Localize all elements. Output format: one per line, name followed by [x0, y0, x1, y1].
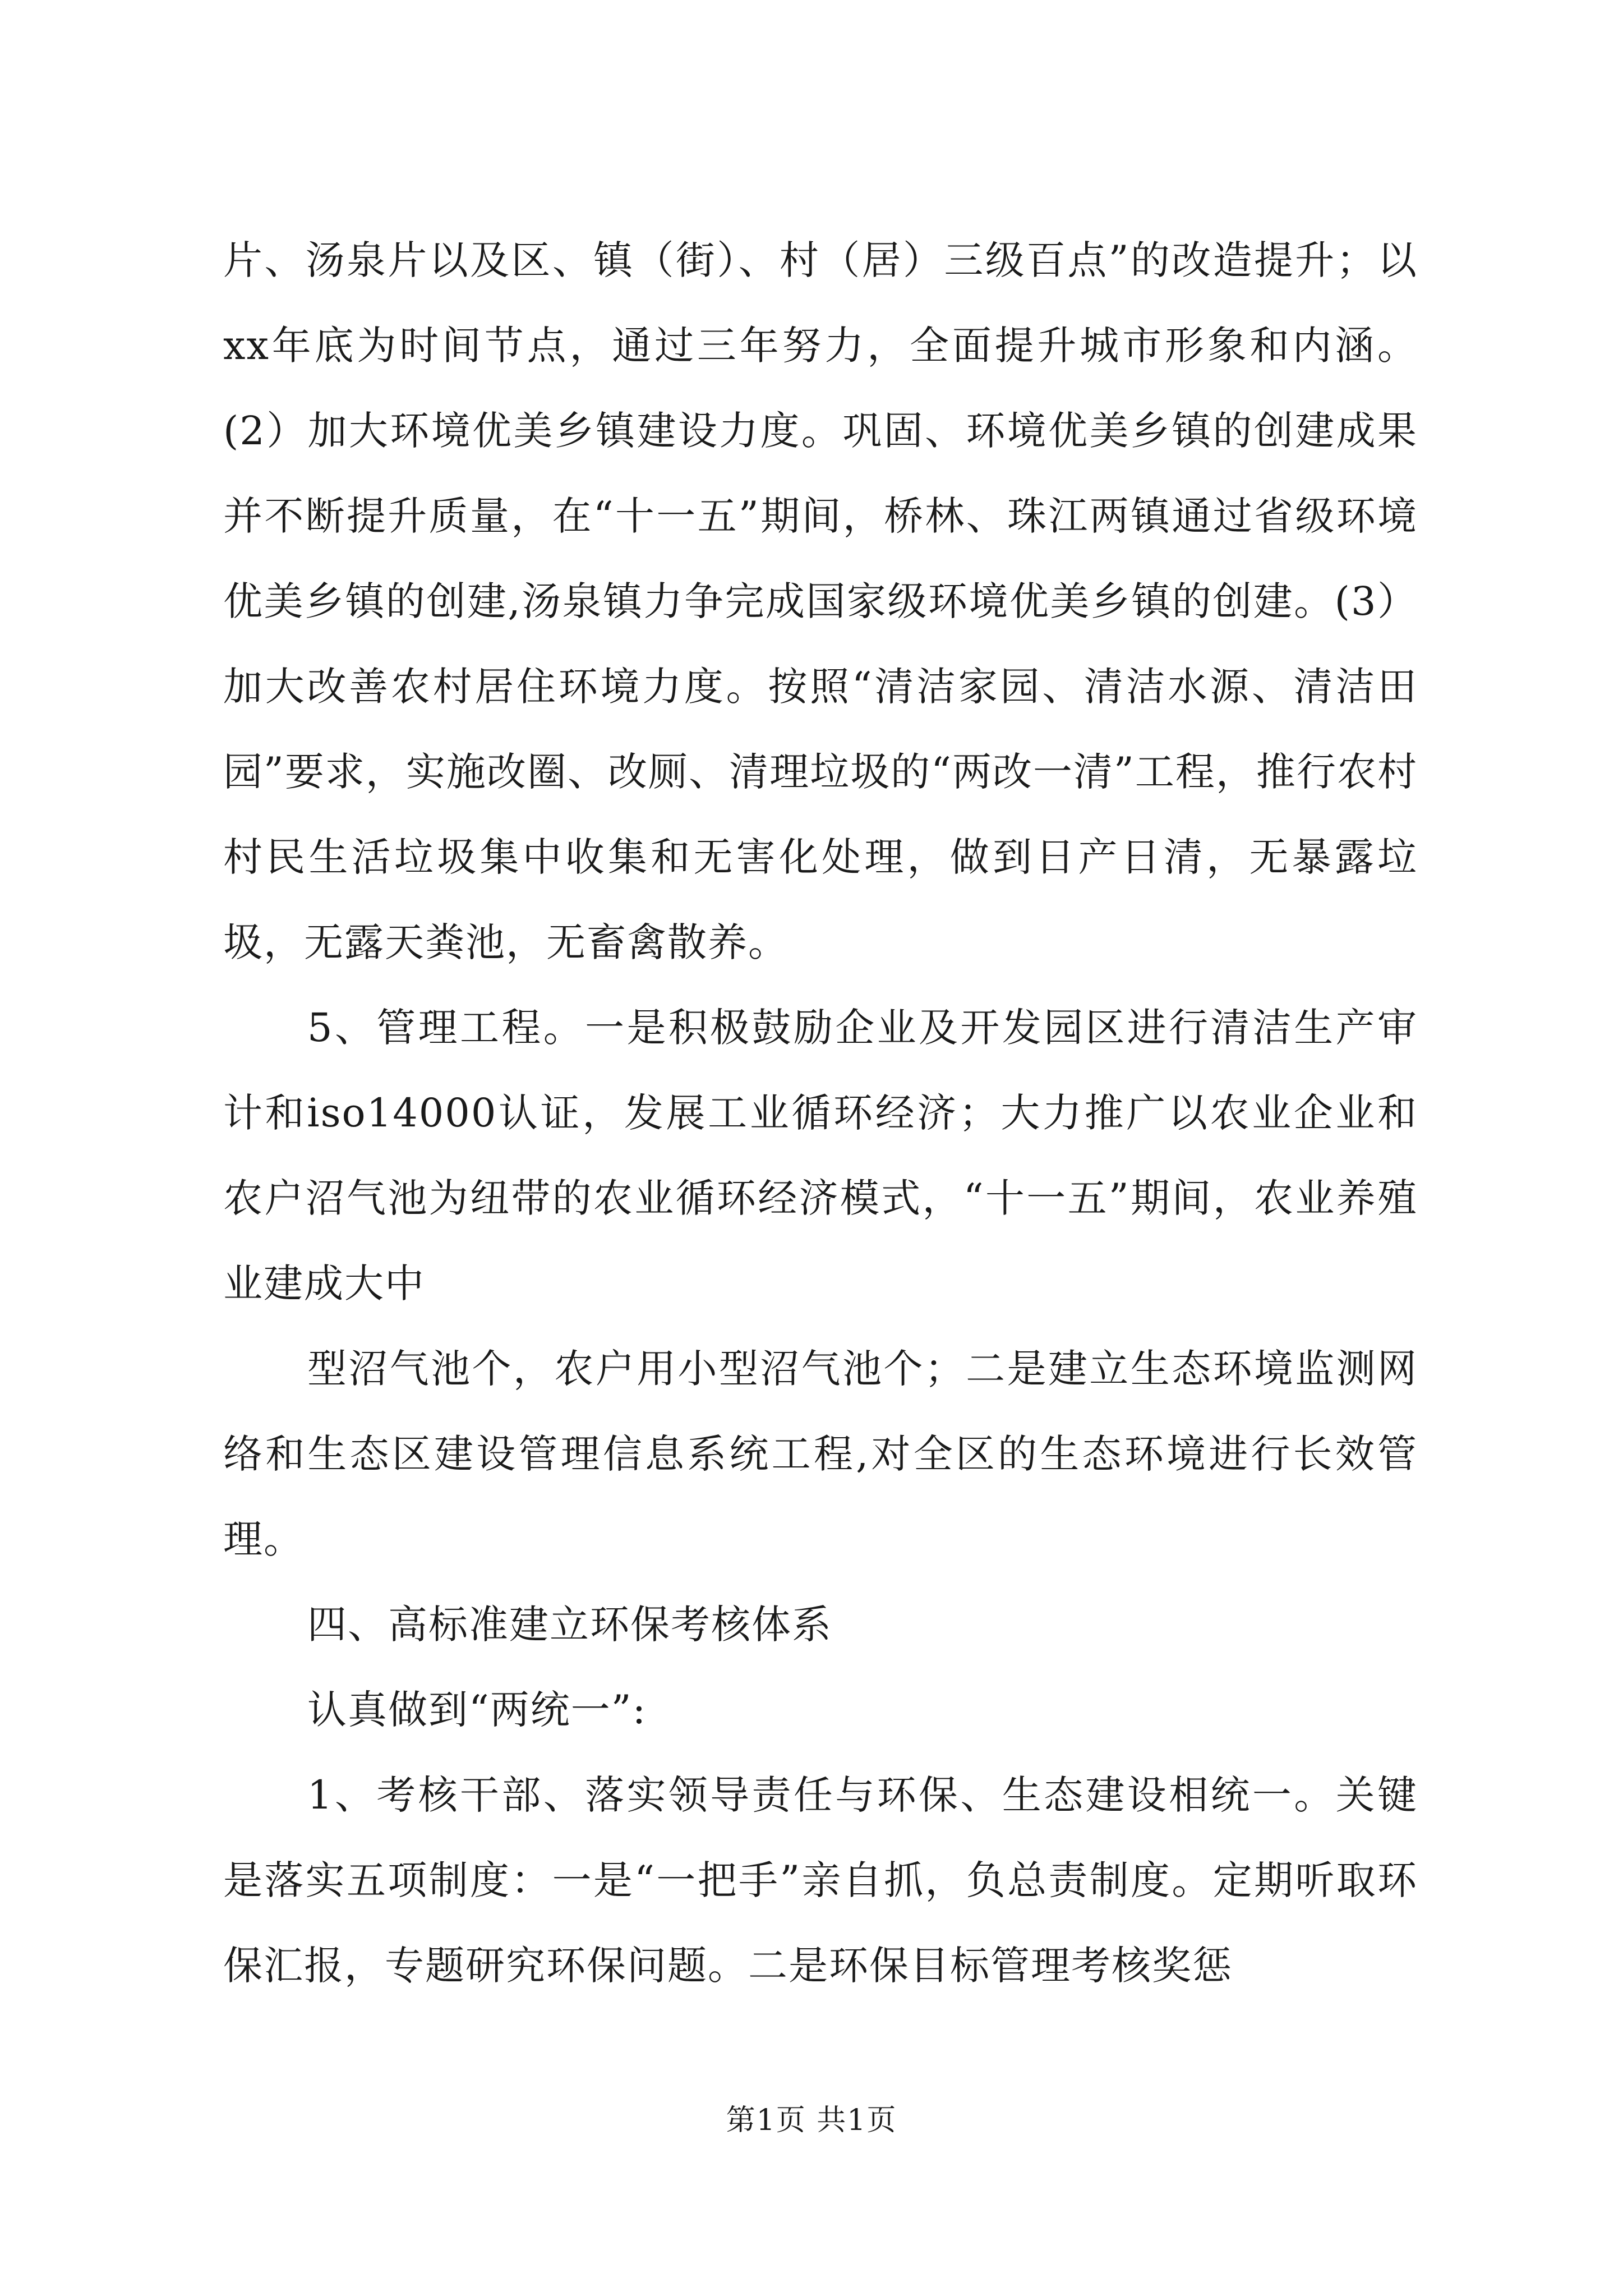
- section-heading: 四、高标准建立环保考核体系: [307, 1602, 832, 1648]
- document-body: [223, 218, 1418, 2008]
- paragraph-assessment: 1、考核干部、落实领导责任与环保、生态建设相统一。关键是落实五项制度：一是“一把手”亲自抓，负总责制度。定期听取环保汇报，专题研究环保问题。二是环保目标管理考核奖惩: [223, 1772, 1418, 1989]
- page-footer: 第1页 共1页: [726, 2104, 897, 2137]
- paragraph-two-unifications: 认真做到“两统一”:: [307, 1687, 647, 1733]
- paragraph-continuation: 片、汤泉片以及区、镇（街）、村（居）三级百点”的改造提升；以xx年底为时间节点，通过三年努力，全面提升城市形象和内涵。(2）加大环境优美乡镇建设力度。巩固、环境优美乡镇的创建成果并不断提升质量，在“十一五”期间，桥林、珠江两镇通过省级环境优美乡镇的创建,汤泉镇力争完成国家级环境优美乡镇的创建。(3）加大改善农村居住环境力度。按照“清洁家园、清洁水源、清洁田园”要求，实施改圈、改厕、清理垃圾的“两改一清”工程，推行农村村民生活垃圾集中收集和无害化处理，做到日产日清，无暴露垃圾，无露天粪池，无畜禽散养。: [223, 237, 1418, 965]
- paragraph-management-project: 5、管理工程。一是积极鼓励企业及开发园区进行清洁生产审计和iso14000认证，发展工业循环经济；大力推广以农业企业和农户沼气池为纽带的农业循环经济模式，“十一五”期间，农业养殖业建成大中: [223, 1005, 1418, 1306]
- paragraph-biogas: 型沼气池个，农户用小型沼气池个；二是建立生态环境监测网络和生态区建设管理信息系统工程,对全区的生态环境进行长效管理。: [223, 1346, 1418, 1562]
